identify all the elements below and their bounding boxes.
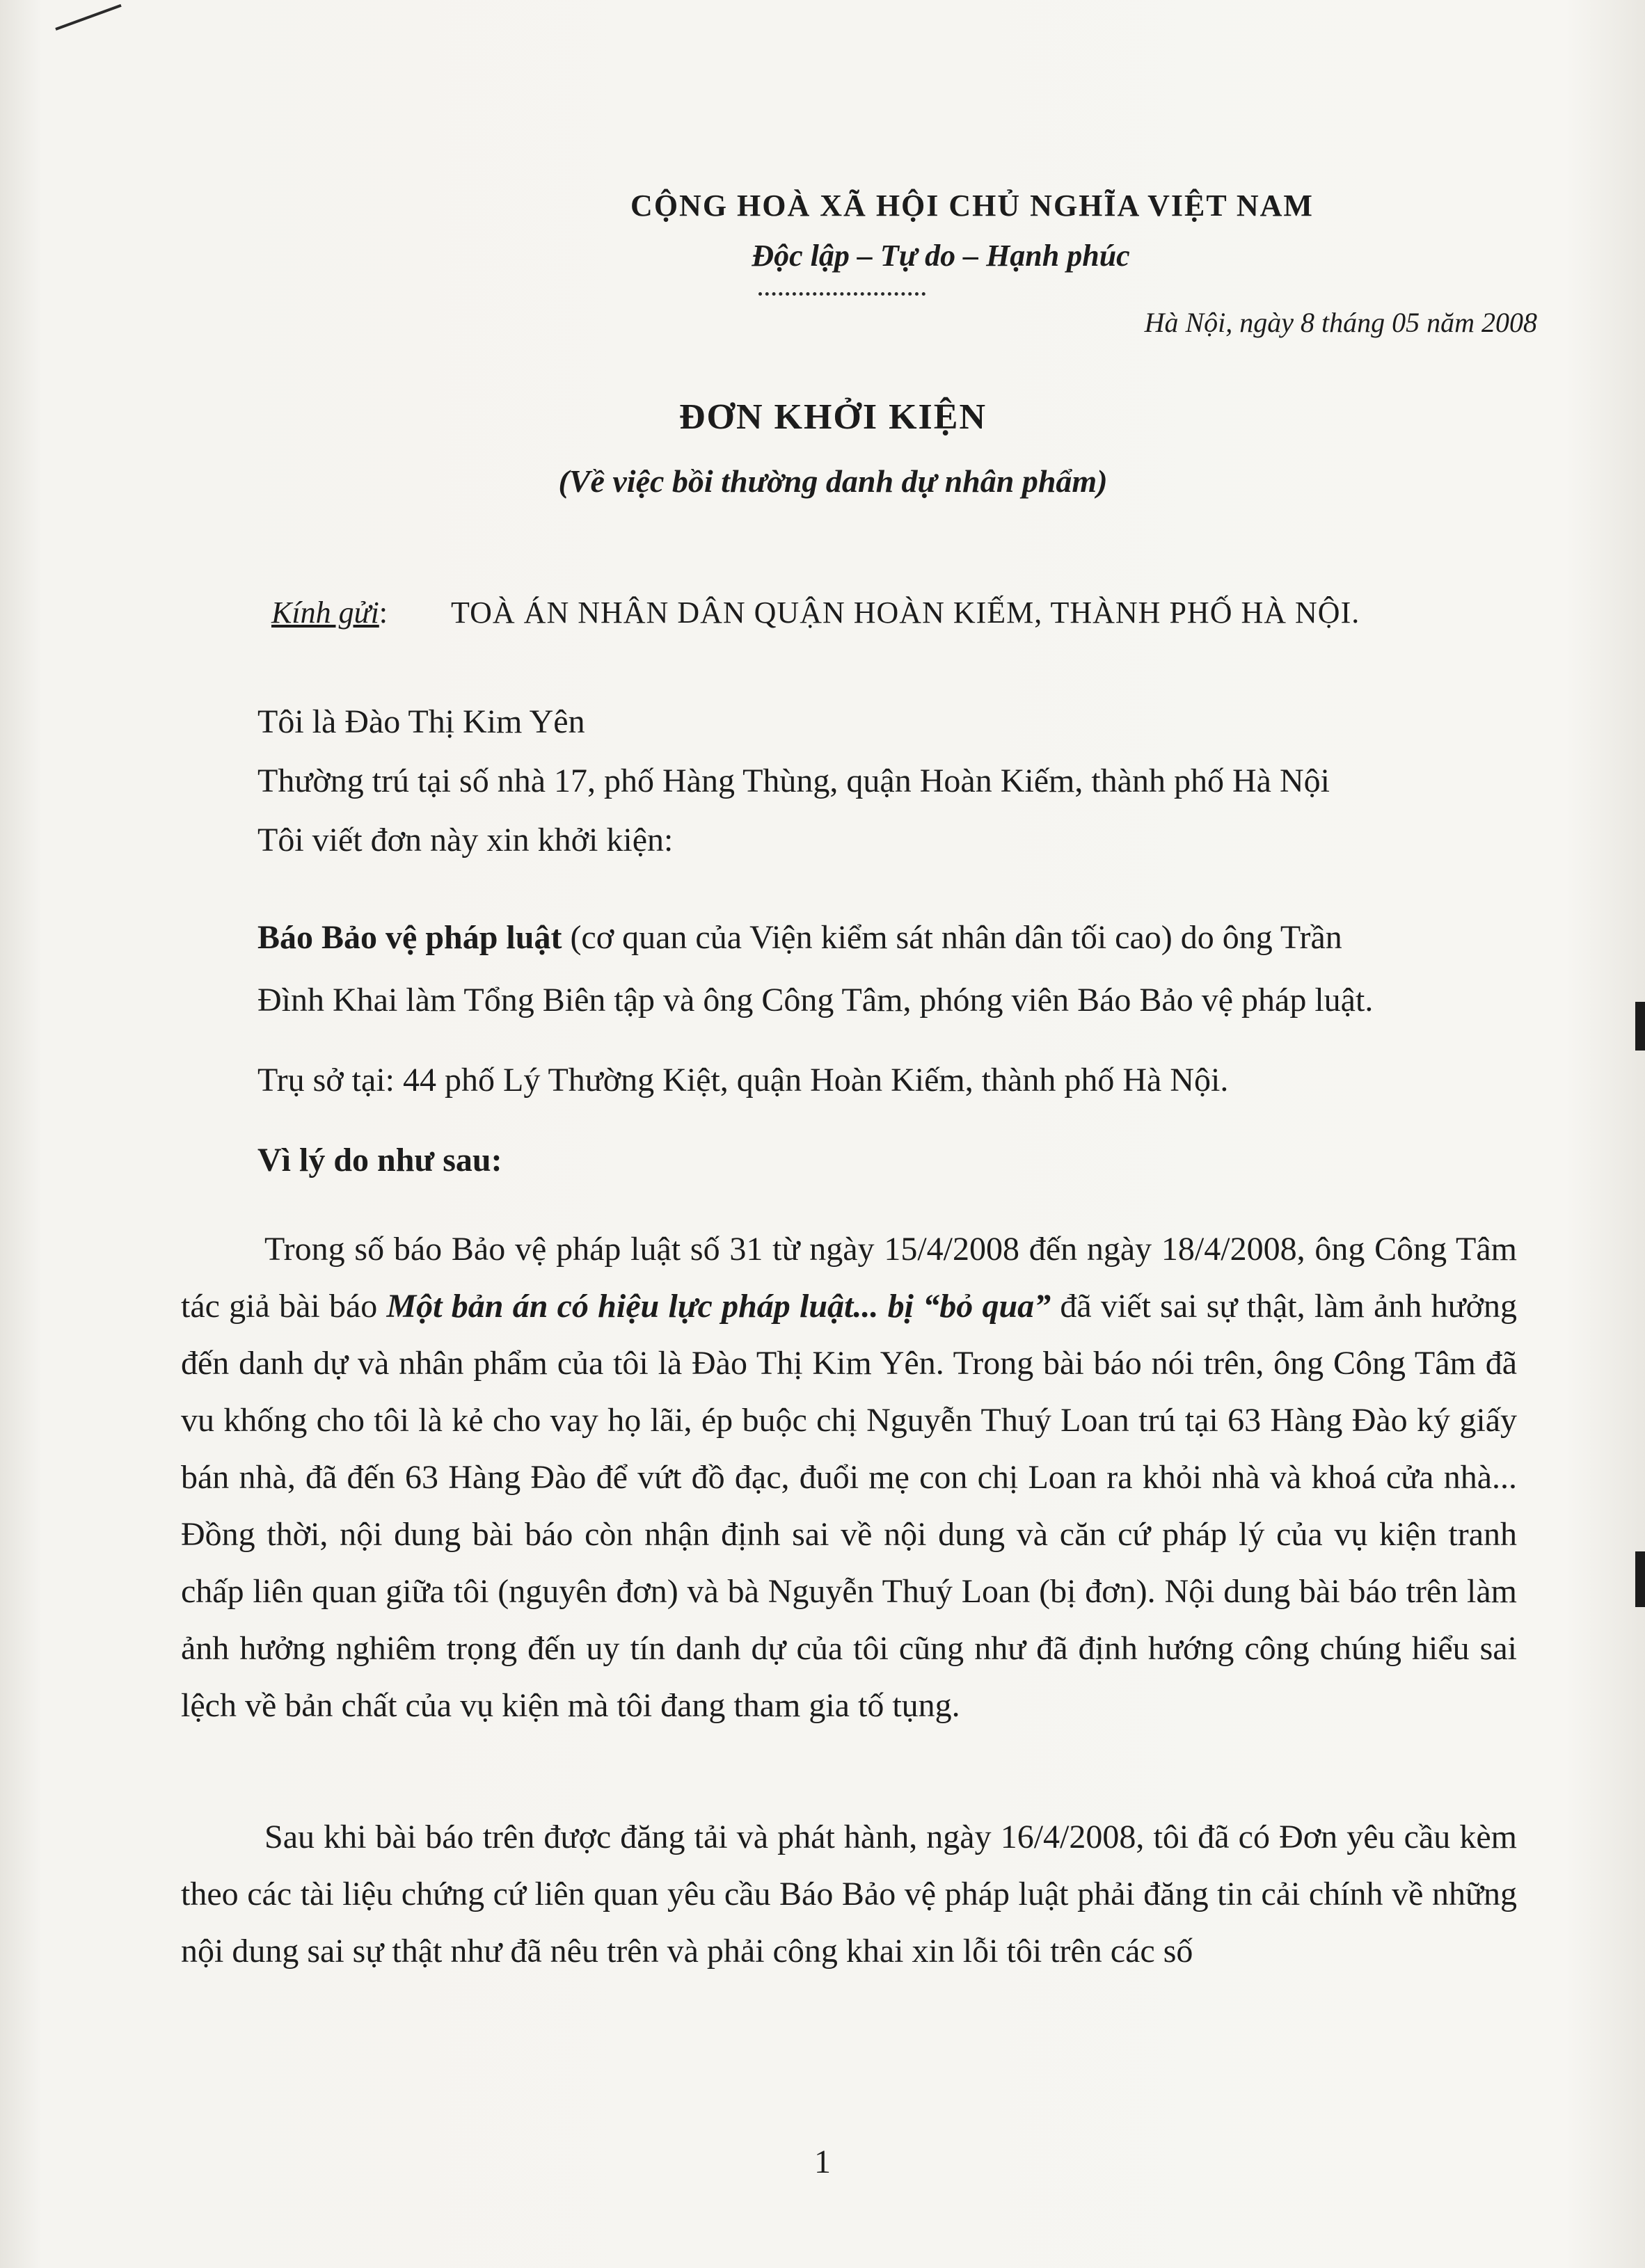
paragraph-1-part-2: đã viết sai sự thật, làm ảnh hưởng đến danh dự và nhân phẩm của tôi là Đào Thị Kim Yên. Trong bài báo nói trên, ông Công Tâm đã vu khống cho tôi là kẻ cho vay họ lãi, ép buộc chị Nguyễn Thuý Loan trú tại 63 Hàng Đào ký giấy bán nhà, đã đến 63 Hàng Đào để vứt đồ đạc, đuổi mẹ con chị Loan ra khỏi nhà và khoá cửa nhà... Đồng thời, nội dung bài báo còn nhận định sai về nội dung và căn cứ pháp lý của vụ kiện tranh chấp liên quan giữa tôi (nguyên đơn) và bà Nguyễn Thuý Loan (bị đơn). Nội dung bài báo trên làm ảnh hưởng nghiêm trọng đến uy tín danh dự của tôi cũng như đã định hướng công chúng hiểu sai lệch về bản chất của vụ kiện mà tôi đang tham gia tố tụng.	[181, 1288, 1518, 1724]
article-title: Một bản án có hiệu lực pháp luật... bị “bỏ qua”	[386, 1288, 1051, 1325]
header-divider	[758, 292, 925, 296]
national-title: CỘNG HOÀ XÃ HỘI CHỦ NGHĨA VIỆT NAM	[630, 189, 1314, 223]
page-number: 1	[814, 2143, 831, 2180]
reasons-heading: Vì lý do như sau:	[257, 1142, 502, 1179]
paragraph-1	[181, 1221, 1517, 1734]
request-line: Tôi viết đơn này xin khởi kiện:	[257, 822, 674, 859]
defendant-description: (cơ quan của Viện kiểm sát nhân dân tối cao) do ông Trần	[562, 919, 1342, 956]
recipient-colon: :	[379, 596, 388, 630]
defendant-name: Báo Bảo vệ pháp luật	[257, 919, 562, 956]
national-motto: Độc lập – Tự do – Hạnh phúc	[752, 239, 1130, 273]
place-date: Hà Nội, ngày 8 tháng 05 năm 2008	[1144, 307, 1537, 338]
scan-edge-mark	[1635, 1551, 1645, 1607]
plaintiff-residence: Thường trú tại số nhà 17, phố Hàng Thùng, quận Hoàn Kiếm, thành phố Hà Nội	[257, 762, 1330, 799]
defendant-line-1	[257, 918, 1342, 957]
recipient-line	[271, 595, 1360, 630]
document-subtitle: (Về việc bồi thường danh dự nhân phẩm)	[558, 463, 1108, 499]
recipient-label: Kính gửi	[271, 596, 379, 630]
paragraph-2: Sau khi bài báo trên được đăng tải và phát hành, ngày 16/4/2008, tôi đã có Đơn yêu cầu kèm theo các tài liệu chứng cứ liên quan yêu cầu Báo Bảo vệ pháp luật phải đăng tin cải chính về những nội dung sai sự thật như đã nêu trên và phải công khai xin lỗi tôi trên các số	[181, 1819, 1517, 1970]
pen-mark	[55, 4, 121, 31]
recipient-court: TOÀ ÁN NHÂN DÂN QUẬN HOÀN KIẾM, THÀNH PHỐ HÀ NỘI.	[451, 596, 1360, 630]
plaintiff-intro: Tôi là Đào Thị Kim Yên	[257, 703, 585, 740]
defendant-line-2: Đình Khai làm Tổng Biên tập và ông Công Tâm, phóng viên Báo Bảo vệ pháp luật.	[257, 982, 1374, 1019]
scan-edge-mark	[1635, 1002, 1645, 1051]
paragraph-1-part-1: Trong số báo Bảo vệ pháp luật số 31 từ ngày 15/4/2008 đến ngày 18/4/2008, ông Công Tâm tác giả bài báo	[181, 1231, 1517, 1325]
defendant-address: Trụ sở tại: 44 phố Lý Thường Kiệt, quận Hoàn Kiếm, thành phố Hà Nội.	[257, 1062, 1229, 1099]
document-title: ĐƠN KHỞI KIỆN	[678, 397, 987, 437]
